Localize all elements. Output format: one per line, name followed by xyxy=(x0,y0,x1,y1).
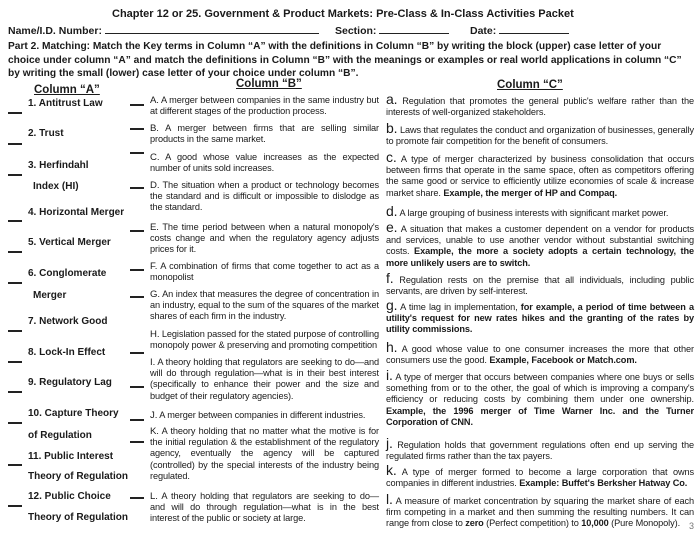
term-3: 3. Herfindahl xyxy=(28,160,89,171)
term-6: 6. Conglomerate xyxy=(28,268,107,279)
definition-c-f: f. Regulation rests on the premise that all individuals, including public servants, are driven by self-interest. xyxy=(386,270,695,297)
date-blank[interactable] xyxy=(499,24,569,34)
definition-b-F: F. A combination of firms that come together to act as a monopolist xyxy=(150,261,380,283)
term-5: 5. Vertical Merger xyxy=(28,237,111,248)
section-line xyxy=(335,24,449,37)
answer-blank-b[interactable] xyxy=(130,152,144,154)
section-label: Section: xyxy=(335,25,377,37)
definition-c-c: c. A type of merger characterized by business consolidation that occurs between firms that operate in the same space, often as competitors offering the same good or service to efficiently utilize economies of scale & increase market share. Example, the merger of HP and Compaq. xyxy=(386,149,694,198)
answer-blank-b[interactable] xyxy=(130,104,144,106)
definition-c-j: j. Regulation holds that government regulations often end up serving the regulated firms rather than the tax payers. xyxy=(386,435,695,462)
column-b-heading: Column “B” xyxy=(236,78,302,90)
date-line xyxy=(470,24,569,37)
definition-b-G: G. An index that measures the degree of concentration in an industry, equal to the sum of the squares of the market shares of each firm in the industry. xyxy=(150,289,380,322)
section-blank[interactable] xyxy=(379,24,449,34)
definition-c-k: k. A type of merger formed to become a large corporation that owns companies in different industries. Example: Buffet's Berksher Hatway Co. xyxy=(386,462,694,489)
term-6b: Merger xyxy=(33,290,67,301)
term-8: 8. Lock-In Effect xyxy=(28,347,106,358)
answer-blank-a[interactable] xyxy=(8,282,22,284)
definition-c-l: l. A measure of market concentration by squaring the market share of each firm competing in a market and then summing the resulting numbers. It can range from close to zero (Perfect competition) to 10,000 (Pure Monopoly). xyxy=(386,491,694,529)
answer-blank-a[interactable] xyxy=(8,391,22,393)
date-label: Date: xyxy=(470,25,497,37)
answer-blank-a[interactable] xyxy=(8,112,22,114)
definition-b-E: E. The time period between when a natural monopoly's costs change and when the regulatory agency adjusts prices for it. xyxy=(150,222,379,255)
name-line xyxy=(8,24,319,37)
answer-blank-a[interactable] xyxy=(8,505,22,507)
answer-blank-b[interactable] xyxy=(130,128,144,130)
definition-b-L: L. A theory holding that regulators are seeking to do—and will do through regulation—what is in the best interest of the public or society at large. xyxy=(150,491,379,524)
column-c-heading: Column “C” xyxy=(497,79,563,91)
definition-b-J: J. A merger between companies in different industries. xyxy=(150,410,366,421)
definition-c-a: a. Regulation that promotes the general public's welfare rather than the interests of well-organized stakeholders. xyxy=(386,91,695,118)
definition-b-B: B. A merger between firms that are selling similar products in the same market. xyxy=(150,123,380,145)
answer-blank-a[interactable] xyxy=(8,464,22,466)
term-9: 9. Regulatory Lag xyxy=(28,377,112,388)
term-11: 11. Public Interest xyxy=(28,451,114,462)
answer-blank-b[interactable] xyxy=(130,497,144,499)
answer-blank-a[interactable] xyxy=(8,220,22,222)
definition-b-C: C. A good whose value increases as the expected number of units sold increases. xyxy=(150,152,379,174)
definition-c-i: i. A type of merger that occurs between companies where one buys or sells something from or to the other, the goal of which is improving a company's efficiency or reducing costs by combining them under one ownership. Example, the 1996 merger of Time Warner Inc. and the Turner Corporation of CNN. xyxy=(386,367,694,427)
term-12b: Theory of Regulation xyxy=(28,512,128,523)
answer-blank-a[interactable] xyxy=(8,174,22,176)
answer-blank-b[interactable] xyxy=(130,441,144,443)
definition-b-K: K. A theory holding that no matter what the motive is for the initial regulation & the establishment of the regulatory agency, eventually the agency will be captured (controlled) by the special interests of the industry being regulated. xyxy=(150,426,379,481)
term-7: 7. Network Good xyxy=(28,316,108,327)
definition-c-g: g. A time lag in implementation, for example, a period of time between a utility's request for new rates hikes and the granting of the rates by utility commissions. xyxy=(386,297,695,335)
definition-c-h: h. A good whose value to one consumer increases the more that other consumers use the good. Example, Facebook or Match.com. xyxy=(386,339,694,366)
term-12: 12. Public Choice xyxy=(28,491,111,502)
definition-b-D: D. The situation when a product or technology becomes the standard and is difficult or impossible to dislodge as the standard. xyxy=(150,180,379,213)
answer-blank-a[interactable] xyxy=(8,330,22,332)
answer-blank-b[interactable] xyxy=(130,386,144,388)
term-10: 10. Capture Theory xyxy=(28,408,119,419)
definition-b-I: I. A theory holding that regulators are seeking to do—and will do through regulation—what is in their best interest (specifically to enhance their power and the size and budget of their regulatory agencies). xyxy=(150,357,379,401)
page-number: 3 xyxy=(688,521,694,531)
answer-blank-b[interactable] xyxy=(130,269,144,271)
instructions: Part 2. Matching: Match the Key terms in Column “A” with the definitions in Column “B” by writing the block (upper) case letter of your choice under column “A” and match the definitions in Column “B” with the meanings or examples or real world applications in column “C” by writing the small (lower) case letter of your choice under column “B”. xyxy=(8,41,682,79)
answer-blank-b[interactable] xyxy=(130,230,144,232)
definition-b-H: H. Legislation passed for the stated purpose of controlling monopoly power & preserving and promoting competition xyxy=(150,329,380,351)
definition-c-e: e. A situation that makes a customer dependent on a vendor for products and services, unable to use another vendor without substantial switching costs. Example, the more a society adopts a certain technology, the more unlikely users are to switch. xyxy=(386,219,695,268)
name-blank[interactable] xyxy=(105,24,319,34)
answer-blank-b[interactable] xyxy=(130,187,144,189)
term-3b: Index (HI) xyxy=(33,181,79,192)
definition-c-d: d. A large grouping of business interests with significant market power. xyxy=(386,203,669,219)
term-1: 1. Antitrust Law xyxy=(28,98,103,109)
answer-blank-a[interactable] xyxy=(8,251,22,253)
definition-c-b: b. Laws that regulates the conduct and organization of businesses, generally to promote fair competition for the benefit of consumers. xyxy=(386,120,695,147)
answer-blank-b[interactable] xyxy=(130,419,144,421)
page-title: Chapter 12 or 25. Government & Product Markets: Pre-Class & In-Class Activities Packet xyxy=(112,8,574,20)
column-a-heading: Column “A” xyxy=(34,84,100,96)
answer-blank-a[interactable] xyxy=(8,143,22,145)
answer-blank-a[interactable] xyxy=(8,422,22,424)
answer-blank-b[interactable] xyxy=(130,352,144,354)
name-label: Name/I.D. Number: xyxy=(8,25,102,37)
answer-blank-a[interactable] xyxy=(8,361,22,363)
term-4: 4. Horizontal Merger xyxy=(28,207,125,218)
term-2: 2. Trust xyxy=(28,128,64,139)
term-10b: of Regulation xyxy=(28,430,92,441)
answer-blank-b[interactable] xyxy=(130,296,144,298)
definition-b-A: A. A merger between companies in the same industry but at different stages of the production process. xyxy=(150,95,379,117)
term-11b: Theory of Regulation xyxy=(28,471,128,482)
